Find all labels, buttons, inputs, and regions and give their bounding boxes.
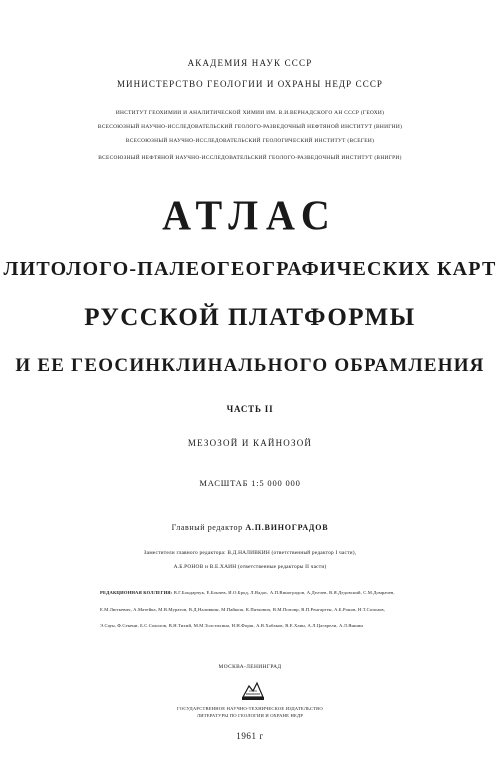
publisher-emblem-icon <box>240 679 266 701</box>
institute-line: ВСЕСОЮЗНЫЙ НЕФТЯНОЙ НАУЧНО-ИССЛЕДОВАТЕЛЬСКИЙ ГЕОЛОГО-РАЗВЕДОЧНЫЙ ИНСТИТУТ (ВНИГРИ) <box>98 155 402 161</box>
chief-editor-label: Главный редактор <box>171 523 243 532</box>
publication-city: МОСКВА-ЛЕНИНГРАД <box>218 664 282 670</box>
subtitle-line-3: И ЕЕ ГЕОСИНКЛИНАЛЬНОГО ОБРАМЛЕНИЯ <box>15 355 485 376</box>
deputy-editors-line: Заместители главного редактора: В.Д.НАЛИВКИН (ответственный редактор I части), <box>143 550 357 556</box>
part-number: ЧАСТЬ II <box>226 404 274 414</box>
institute-line: ИНСТИТУТ ГЕОХИМИИ И АНАЛИТИЧЕСКОЙ ХИМИИ ИМ. В.И.ВЕРНАДСКОГО АН СССР (ГЕОХИ) <box>115 110 385 116</box>
editorial-board-line: Е.М.Люткевич, А.Матейка, М.В.Муратов, В.Д.Наливкин, М.Пайкош, К.Пяткович, В.М.Поповр, В.П.Ренгартен, А.Б.Ронов, Н.Т.Сазонов, <box>100 607 386 612</box>
chief-editor <box>0 523 500 532</box>
editorial-board-line <box>100 590 472 595</box>
era-label: МЕЗОЗОЙ И КАЙНОЗОЙ <box>187 438 313 448</box>
ministry-name: МИНИСТЕРСТВО ГЕОЛОГИИ И ОХРАНЫ НЕДР СССР <box>116 79 384 89</box>
editorial-board-line: Э.Саун, Ф.Секени, Б.С.Соколов, В.Н.Тихий, М.М.Толстихина, Н.Н.Форш, А.В.Хабаков, В.Е.Хаин, А.Л.Цагарели, А.Л.Яншин <box>100 623 364 628</box>
publisher-name: ГОСУДАРСТВЕННОЕ НАУЧНО-ТЕХНИЧЕСКОЕ ИЗДАТЕЛЬСТВО <box>177 706 323 711</box>
academy-name: АКАДЕМИЯ НАУК СССР <box>187 58 313 68</box>
deputy-editors-line: А.Б.РОНОВ и В.Е.ХАИН (ответственные редакторы II части) <box>173 564 327 570</box>
page-title: АТЛАС <box>162 191 338 240</box>
institute-line: ВСЕСОЮЗНЫЙ НАУЧНО-ИССЛЕДОВАТЕЛЬСКИЙ ГЕОЛОГО-РАЗВЕДОЧНЫЙ НЕФТЯНОЙ ИНСТИТУТ (ВНИГНИ) <box>97 124 403 130</box>
institute-line: ВСЕСОЮЗНЫЙ НАУЧНО-ИССЛЕДОВАТЕЛЬСКИЙ ГЕОЛОГИЧЕСКИЙ ИНСТИТУТ (ВСЕГЕИ) <box>125 138 375 144</box>
publication-year: 1961 г <box>236 731 264 741</box>
map-scale: МАСШТАБ 1:5 000 000 <box>199 478 301 488</box>
chief-editor-name: А.П.ВИНОГРАДОВ <box>245 523 329 532</box>
subtitle-line-2: РУССКОЙ ПЛАТФОРМЫ <box>84 304 416 331</box>
subtitle-line-1: ЛИТОЛОГО-ПАЛЕОГЕОГРАФИЧЕСКИХ КАРТ <box>3 258 497 280</box>
publisher-name: ЛИТЕРАТУРЫ ПО ГЕОЛОГИИ И ОХРАНЕ НЕДР <box>196 713 304 718</box>
editorial-board-label: РЕДАКЦИОННАЯ КОЛЛЕГИЯ: <box>100 590 173 595</box>
editorial-board-names: В.Г.Бондарчук, Е.Бончев, И.О.Брод, Л.Вадас, А.П.Виноградов, А.Делчев, В.Я.Дедовский, С.М.Домрачев, <box>173 590 395 595</box>
